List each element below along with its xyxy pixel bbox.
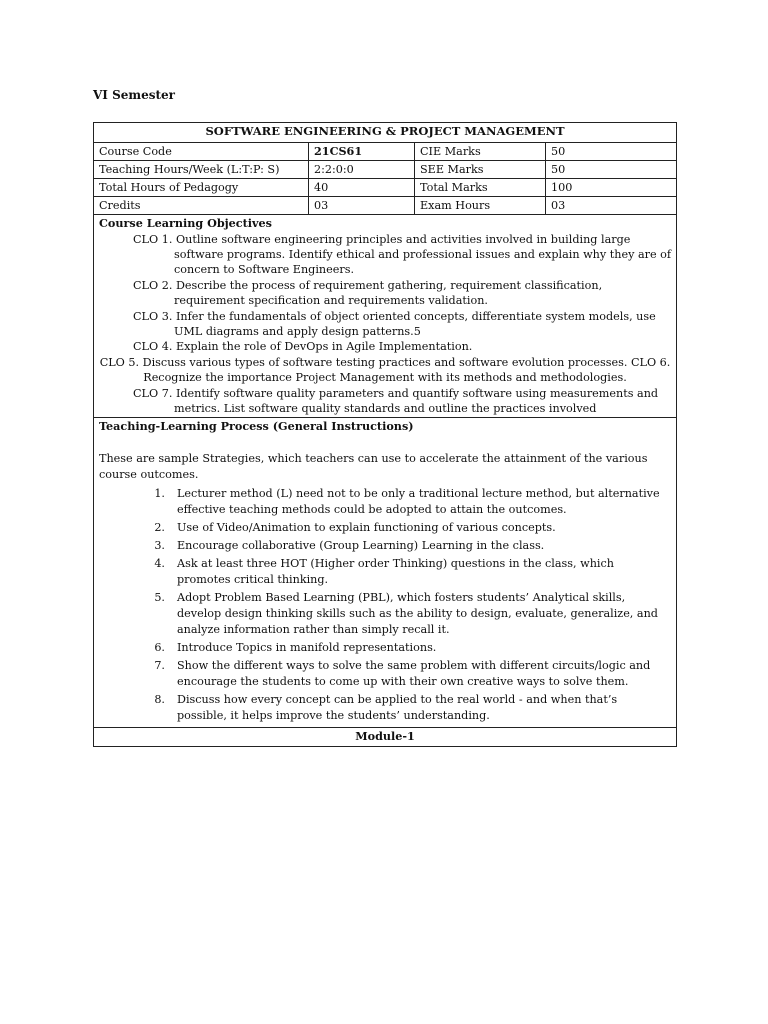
info-value: 40: [309, 179, 415, 197]
strategy-number: 3.: [154, 538, 165, 552]
strategy-number: 4.: [154, 556, 165, 570]
objectives-list: [99, 232, 671, 417]
strategy-number: 2.: [154, 520, 165, 534]
info-value: 50: [546, 161, 677, 179]
info-label: CIE Marks: [415, 143, 546, 161]
teaching-process-cell: [94, 418, 677, 728]
strategy-text: Adopt Problem Based Learning (PBL), which fosters students’ Analytical skills, develop design thinking skills such as the ability to design, evaluate, generalize, and analyze information rather than simply recall it.: [177, 590, 658, 636]
info-row-course-code: [94, 143, 677, 161]
strategy-item: [99, 692, 671, 724]
strategy-item: [99, 658, 671, 690]
objectives-heading: Course Learning Objectives: [99, 216, 272, 230]
strategy-item: [99, 590, 671, 638]
strategy-number: 7.: [154, 658, 165, 672]
teaching-intro: These are sample Strategies, which teachers can use to accelerate the attainment of the various course outcomes.: [99, 451, 648, 482]
objective-item: CLO 4. Explain the role of DevOps in Agile Implementation.: [133, 340, 473, 354]
teaching-heading: Teaching-Learning Process (General Instructions): [99, 419, 414, 434]
info-label: Total Marks: [415, 179, 546, 197]
objective-item: CLO 1. Outline software engineering principles and activities involved in building large software programs. Identify ethical and professional issues and explain why they are of concern to Software Engineers.: [133, 232, 672, 277]
semester-label: VI Semester: [93, 88, 175, 102]
objective-item: CLO 3. Infer the fundamentals of object oriented concepts, differentiate system models, use UML diagrams and apply design patterns.5: [133, 309, 656, 338]
info-value: 2:2:0:0: [309, 161, 415, 179]
info-row-credits: [94, 197, 677, 215]
objectives-cell: [94, 215, 677, 418]
strategy-item: [99, 538, 671, 554]
objective-item: CLO 5. Discuss various types of software testing practices and software evolution processes. CLO 6. Recognize the importance Project Management with its methods and methodologies.: [99, 355, 671, 385]
info-value: 03: [309, 197, 415, 215]
module-heading: Module-1: [94, 727, 677, 746]
strategy-number: 8.: [154, 692, 165, 706]
info-row-total-hours: [94, 179, 677, 197]
info-label: Exam Hours: [415, 197, 546, 215]
info-row-teaching-hours: [94, 161, 677, 179]
strategy-number: 6.: [154, 640, 165, 654]
strategy-item: [99, 520, 671, 536]
info-value: 03: [546, 197, 677, 215]
info-value: 50: [546, 143, 677, 161]
strategy-text: Encourage collaborative (Group Learning) Learning in the class.: [177, 538, 545, 552]
strategy-list: [99, 486, 671, 724]
info-value: 21CS61: [309, 143, 415, 161]
strategy-item: [99, 640, 671, 656]
info-label: Teaching Hours/Week (L:T:P: S): [94, 161, 309, 179]
strategy-text: Lecturer method (L) need not to be only a traditional lecture method, but alternative effective teaching methods could be adopted to attain the outcomes.: [177, 486, 660, 516]
strategy-text: Show the different ways to solve the same problem with different circuits/logic and encourage the students to come up with their own creative ways to solve them.: [177, 658, 651, 688]
info-label: Course Code: [94, 143, 309, 161]
strategy-item: [99, 486, 671, 518]
objective-item: CLO 7. Identify software quality parameters and quantify software using measurements and metrics. List software quality standards and outline the practices involved: [133, 386, 659, 415]
strategy-text: Use of Video/Animation to explain functioning of various concepts.: [177, 520, 556, 534]
strategy-text: Discuss how every concept can be applied to the real world - and when that’s possible, it helps improve the students’ understanding.: [177, 692, 618, 722]
strategy-number: 5.: [154, 590, 165, 604]
info-label: SEE Marks: [415, 161, 546, 179]
info-label: Credits: [94, 197, 309, 215]
course-title: SOFTWARE ENGINEERING & PROJECT MANAGEMENT: [94, 123, 677, 143]
course-syllabus-table: [93, 122, 677, 747]
info-value: 100: [546, 179, 677, 197]
objective-item: CLO 2. Describe the process of requirement gathering, requirement classification, requirement specification and requirements validation.: [133, 278, 603, 308]
strategy-number: 1.: [154, 486, 165, 500]
strategy-text: Ask at least three HOT (Higher order Thinking) questions in the class, which promotes critical thinking.: [177, 556, 614, 586]
strategy-item: [99, 556, 671, 588]
info-label: Total Hours of Pedagogy: [94, 179, 309, 197]
strategy-text: Introduce Topics in manifold representations.: [177, 640, 437, 654]
